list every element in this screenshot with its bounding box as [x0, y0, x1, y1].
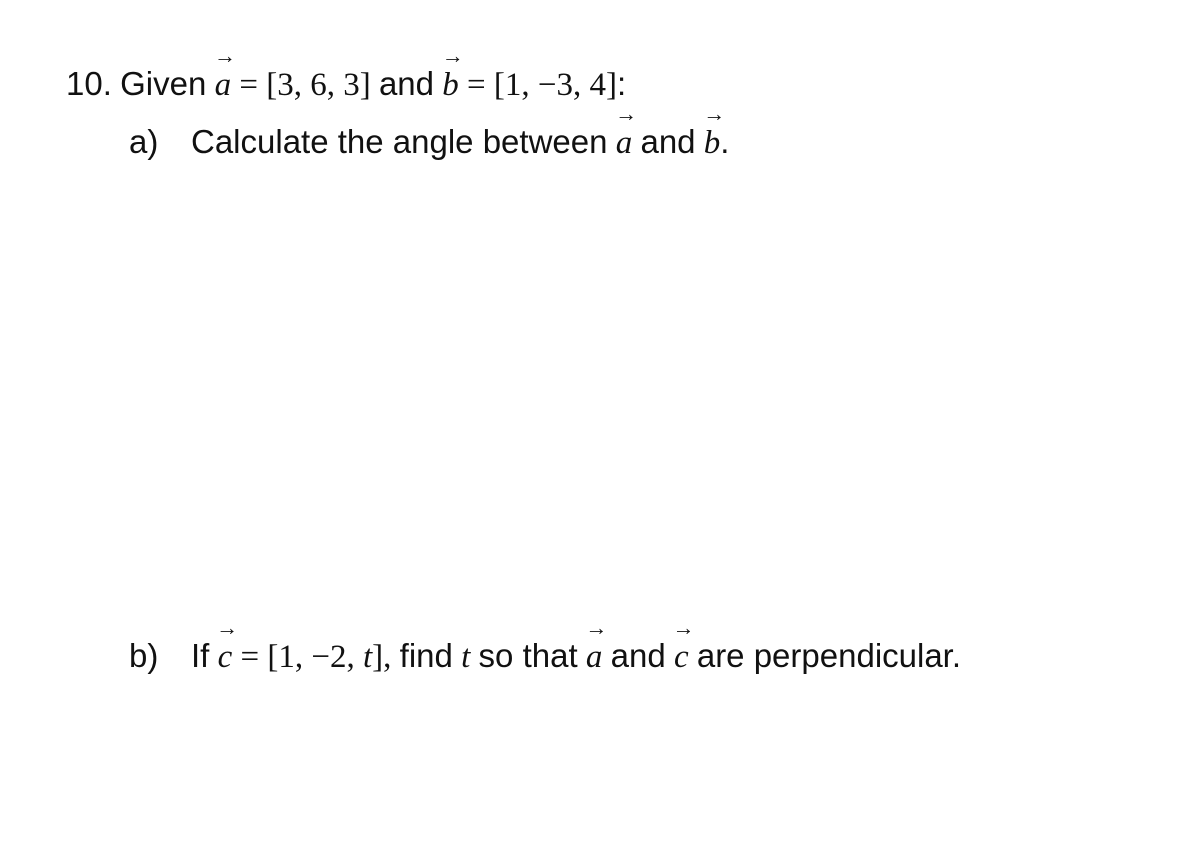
find-word: find	[399, 637, 453, 674]
part-a	[129, 101, 730, 163]
t-symbol: t	[461, 639, 471, 675]
vector-b-symbol: b →	[441, 43, 464, 103]
part-a-text: Calculate the angle between	[191, 123, 608, 160]
vector-b-value: [1, −3, 4]	[493, 67, 617, 103]
and-word: and	[640, 123, 696, 160]
part-b	[129, 615, 962, 677]
vector-a-symbol: a →	[615, 101, 638, 161]
and-word: and	[378, 65, 435, 102]
vector-a-symbol: a →	[214, 43, 237, 103]
vector-arrow-icon: →	[672, 615, 695, 640]
colon: :	[616, 65, 627, 102]
vector-c-symbol: c →	[672, 615, 695, 675]
t-symbol: t	[362, 639, 373, 675]
equals-sign: =	[239, 67, 258, 103]
so-that-words: so that	[478, 637, 578, 674]
vector-arrow-icon: →	[615, 101, 638, 126]
and-word: and	[610, 637, 666, 674]
vector-b-symbol: b →	[703, 101, 726, 161]
vector-a-symbol: a →	[585, 615, 608, 675]
period: .	[720, 123, 730, 160]
part-b-ending: are perpendicular.	[696, 637, 962, 674]
vector-c-symbol: c →	[216, 615, 239, 675]
question-number: 10.	[66, 65, 112, 102]
question-header	[66, 43, 627, 105]
part-b-tag: b)	[129, 637, 159, 674]
vector-arrow-icon: →	[441, 43, 464, 68]
part-a-tag: a)	[129, 123, 159, 160]
vector-arrow-icon: →	[214, 43, 237, 68]
vector-arrow-icon: →	[216, 615, 239, 640]
equals-sign: =	[467, 67, 486, 103]
given-word: Given	[120, 65, 207, 102]
vector-a-value: [3, 6, 3]	[266, 67, 371, 103]
vector-arrow-icon: →	[703, 101, 726, 126]
equals-sign: =	[240, 639, 260, 675]
if-word: If	[191, 637, 210, 674]
vector-c-value: [1, −2, t],	[267, 639, 392, 675]
vector-arrow-icon: →	[585, 615, 608, 640]
